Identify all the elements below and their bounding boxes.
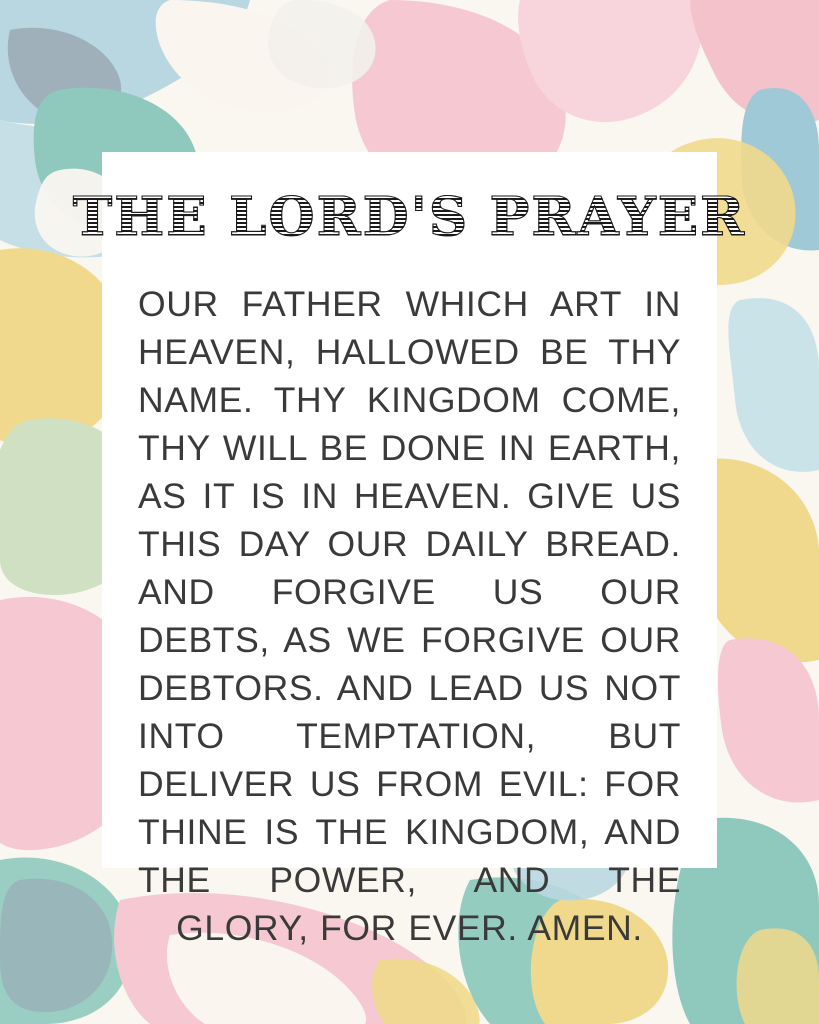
prayer-card: [72, 152, 747, 948]
prayer-body-text: OUR FATHER WHICH ART IN HEAVEN, HALLOWED BE THY NAME. THY KINGDOM COME, THY WILL BE DONE IN EARTH, AS IT IS IN HEAVEN. GIVE US THIS DAY OUR DAILY BREAD. AND FORGIVE US OUR DEBTS, AS WE FORGIVE OUR DEBTORS. AND LEAD US NOT INTO TEMPTATION, BUT DELIVER US FROM EVIL: FOR THINE IS THE KINGDOM, AND THE POWER, AND THE GLORY, FOR EVER. AMEN.: [138, 283, 681, 948]
page-title: THE LORD'S PRAYER: [72, 186, 747, 248]
